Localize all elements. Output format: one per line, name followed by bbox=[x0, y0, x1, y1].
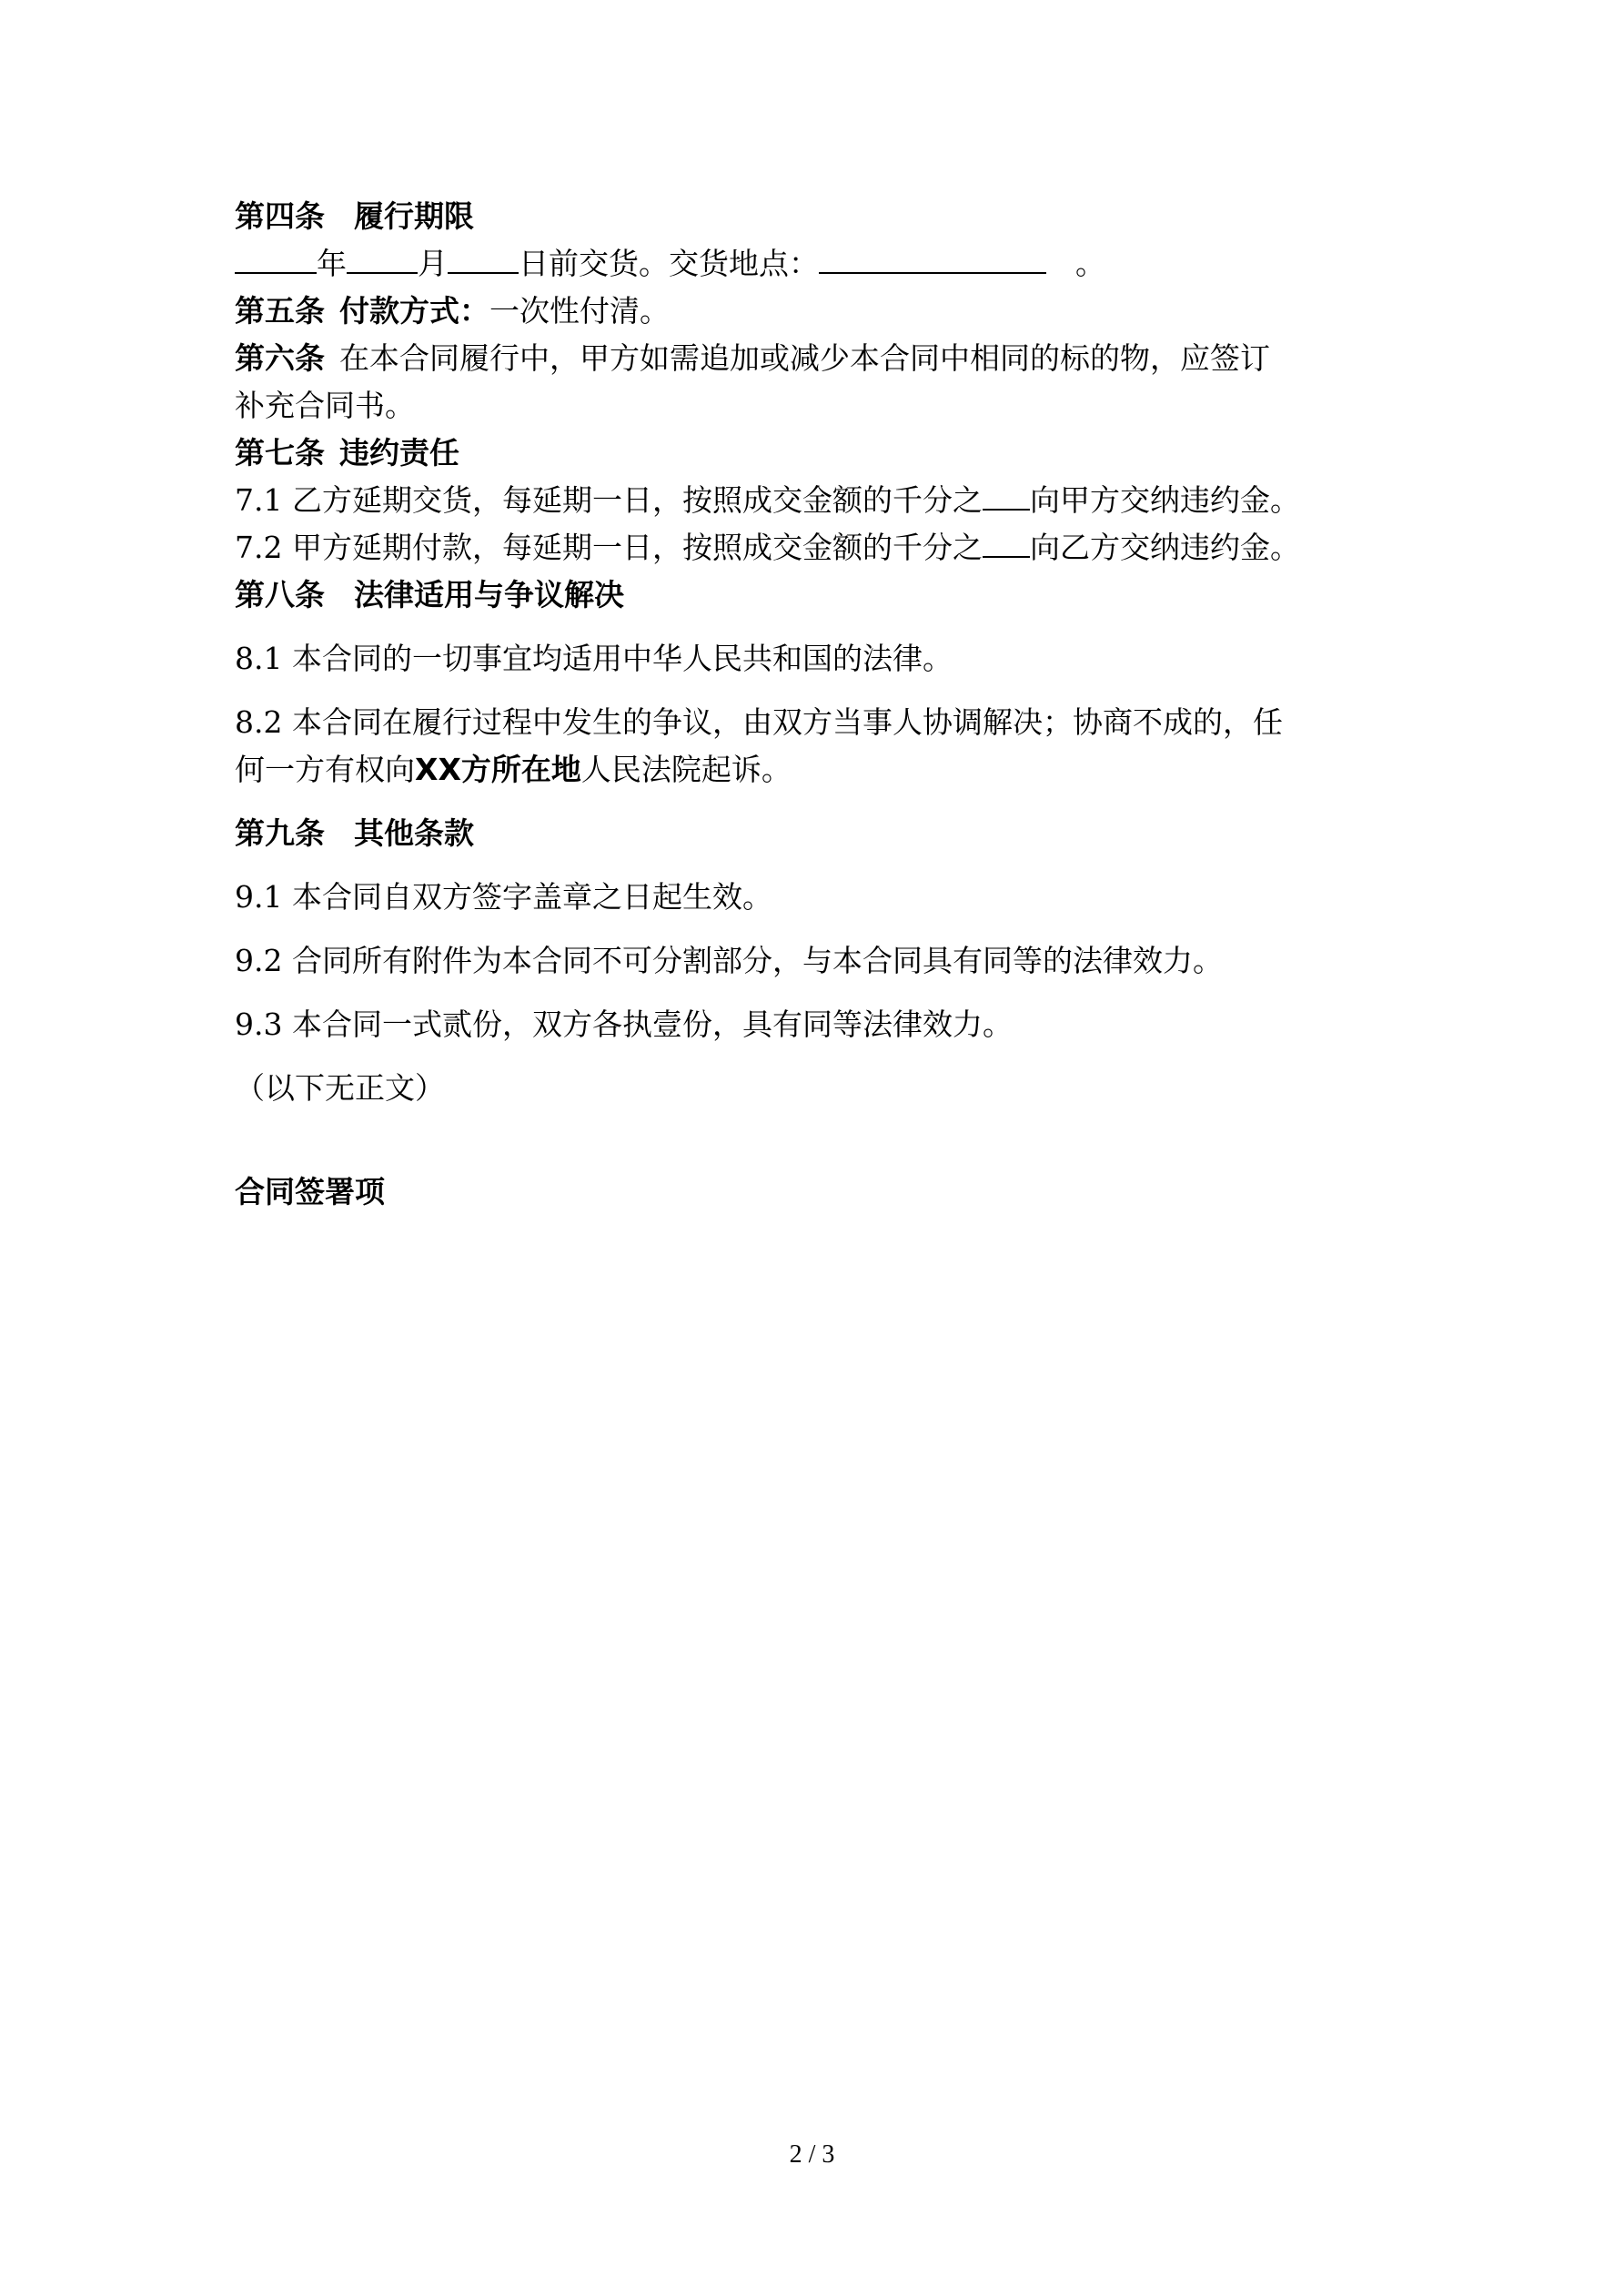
clause-text: 人民法院起诉。 bbox=[580, 752, 792, 787]
end-note: （以下无正文） bbox=[235, 1070, 445, 1106]
court-location: XX方所在地 bbox=[415, 752, 581, 787]
clause-text: 向乙方交纳违约金。 bbox=[1029, 530, 1300, 565]
article-title: 违约责任 bbox=[339, 435, 459, 470]
clause-7-1 bbox=[235, 477, 1399, 524]
period: 。 bbox=[1075, 246, 1105, 281]
clause-9-1: 9.1 本合同自双方签字盖章之日起生效。 bbox=[235, 879, 772, 915]
article-9-heading bbox=[235, 810, 1399, 857]
clause-8-1: 8.1 本合同的一切事宜均适用中华人民共和国的法律。 bbox=[235, 641, 953, 676]
article-number: 第九条 bbox=[235, 815, 325, 851]
article-8-heading bbox=[235, 571, 1399, 619]
clause-8-2-line1: 8.2 本合同在履行过程中发生的争议，由双方当事人协调解决；协商不成的，任 bbox=[235, 704, 1283, 740]
article-4-heading bbox=[235, 193, 1399, 240]
delivery-place-label: 日前交货。交货地点： bbox=[519, 246, 819, 281]
clause-9-2: 9.2 合同所有附件为本合同不可分割部分，与本合同具有同等的法律效力。 bbox=[235, 943, 1223, 978]
rate-blank bbox=[983, 525, 1030, 558]
clause-8-2-line2 bbox=[235, 746, 1399, 794]
article-number: 第七条 bbox=[235, 435, 325, 470]
article-number: 第五条 bbox=[235, 293, 325, 329]
clause-text: 7.2 甲方延期付款，每延期一日，按照成交金额的千分之 bbox=[235, 530, 983, 565]
article-title: 其他条款 bbox=[354, 815, 474, 851]
delivery-date-line bbox=[235, 240, 1399, 288]
article-5 bbox=[235, 288, 1399, 335]
article-title: 付款方式： bbox=[339, 293, 489, 329]
document-body bbox=[235, 193, 1399, 1216]
article-6-line2 bbox=[235, 382, 1399, 430]
article-text: 补充合同书。 bbox=[235, 388, 415, 423]
clause-text: 7.1 乙方延期交货，每延期一日，按照成交金额的千分之 bbox=[235, 482, 983, 518]
clause-9-3: 9.3 本合同一式贰份，双方各执壹份，具有同等法律效力。 bbox=[235, 1006, 1013, 1042]
page-number: 2 / 3 bbox=[789, 2140, 835, 2169]
month-label: 月 bbox=[418, 246, 448, 281]
article-text: 在本合同履行中，甲方如需追加或减少本合同中相同的标的物，应签订 bbox=[339, 340, 1270, 376]
month-blank bbox=[347, 241, 418, 274]
article-number: 第四条 bbox=[235, 198, 325, 234]
article-title: 履行期限 bbox=[354, 198, 474, 234]
article-7-heading bbox=[235, 430, 1399, 477]
clause-text: 何一方有权向 bbox=[235, 752, 415, 787]
rate-blank bbox=[983, 478, 1030, 511]
article-title: 法律适用与争议解决 bbox=[354, 577, 624, 612]
place-blank bbox=[819, 241, 1046, 274]
clause-text: 向甲方交纳违约金。 bbox=[1029, 482, 1300, 518]
article-text: 一次性付清。 bbox=[489, 293, 670, 329]
day-blank bbox=[448, 241, 519, 274]
clause-7-2 bbox=[235, 524, 1399, 571]
signature-heading: 合同签署项 bbox=[235, 1174, 385, 1209]
year-label: 年 bbox=[317, 246, 347, 281]
year-blank bbox=[235, 241, 317, 274]
article-number: 第六条 bbox=[235, 340, 325, 376]
article-number: 第八条 bbox=[235, 577, 325, 612]
article-6-line1 bbox=[235, 335, 1399, 382]
